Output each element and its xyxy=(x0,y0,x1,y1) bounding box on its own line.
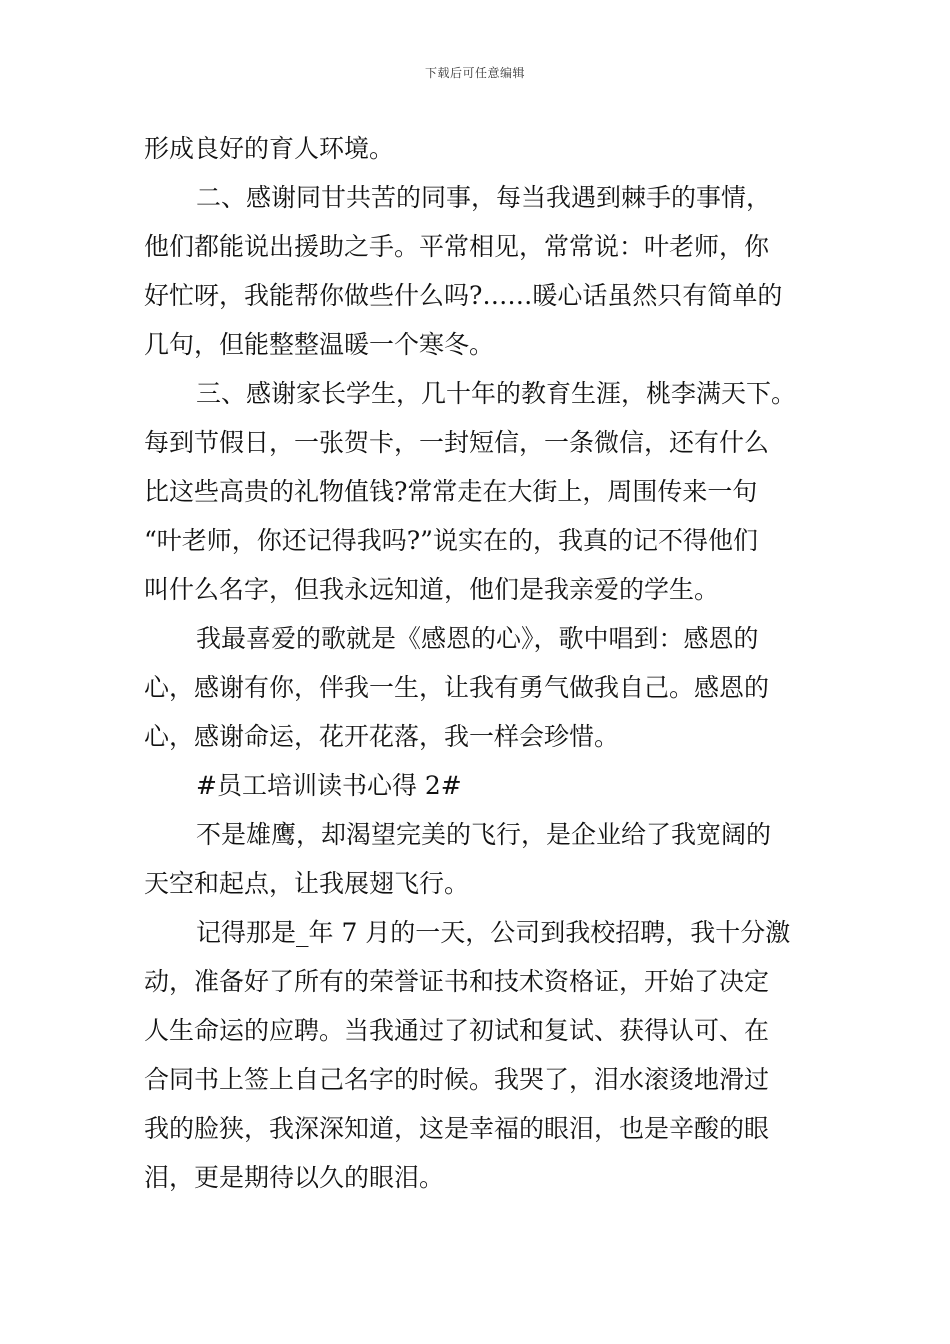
text-line: 天空和起点，让我展翅飞行。 xyxy=(144,869,470,898)
section-heading: #员工培训读书心得 2# xyxy=(196,771,462,800)
text-line: 心，感谢有你，伴我一生，让我有勇气做我自己。感恩的 xyxy=(144,673,770,702)
text-line: 叫什么名字，但我永远知道，他们是我亲爱的学生。 xyxy=(144,575,720,604)
page-header: 下载后可任意编辑 xyxy=(424,66,525,80)
text-line: 形成良好的育人环境。 xyxy=(144,134,395,163)
text-line: 我最喜爱的歌就是《感恩的心》，歌中唱到：感恩的 xyxy=(196,624,759,653)
text-line: 心，感谢命运，花开花落，我一样会珍惜。 xyxy=(144,722,620,751)
text-line: 好忙呀，我能帮你做些什么吗?……暖心话虽然只有简单的 xyxy=(144,281,783,310)
document-body xyxy=(144,124,810,1202)
text-line: 动，准备好了所有的荣誉证书和技术资格证，开始了决定 xyxy=(144,967,770,996)
text-line: 不是雄鹰，却渴望完美的飞行，是企业给了我宽阔的 xyxy=(196,820,772,849)
text-line: 合同书上签上自己名字的时候。我哭了，泪水滚烫地滑过 xyxy=(144,1065,770,1094)
text-line: 二、感谢同甘共苦的同事，每当我遇到棘手的事情， xyxy=(196,183,772,212)
text-line: 我的脸狭，我深深知道，这是幸福的眼泪，也是辛酸的眼 xyxy=(144,1114,770,1143)
text-line: 三、感谢家长学生，几十年的教育生涯，桃李满天下。 xyxy=(196,379,797,408)
text-line: 他们都能说出援助之手。平常相见，常常说：叶老师，你 xyxy=(144,232,770,261)
text-line: 泪，更是期待以久的眼泪。 xyxy=(144,1163,445,1192)
text-line: 每到节假日，一张贺卡，一封短信，一条微信，还有什么 xyxy=(144,428,770,457)
text-line: 人生命运的应聘。当我通过了初试和复试、获得认可、在 xyxy=(144,1016,770,1045)
text-line: 比这些高贵的礼物值钱?常常走在大街上，周围传来一句 xyxy=(144,477,758,506)
text-line: 记得那是_年 7 月的一天，公司到我校招聘，我十分激 xyxy=(196,918,791,947)
text-line: “叶老师，你还记得我吗?”说实在的，我真的记不得他们 xyxy=(144,526,758,555)
text-line: 几句，但能整整温暖一个寒冬。 xyxy=(144,330,495,359)
